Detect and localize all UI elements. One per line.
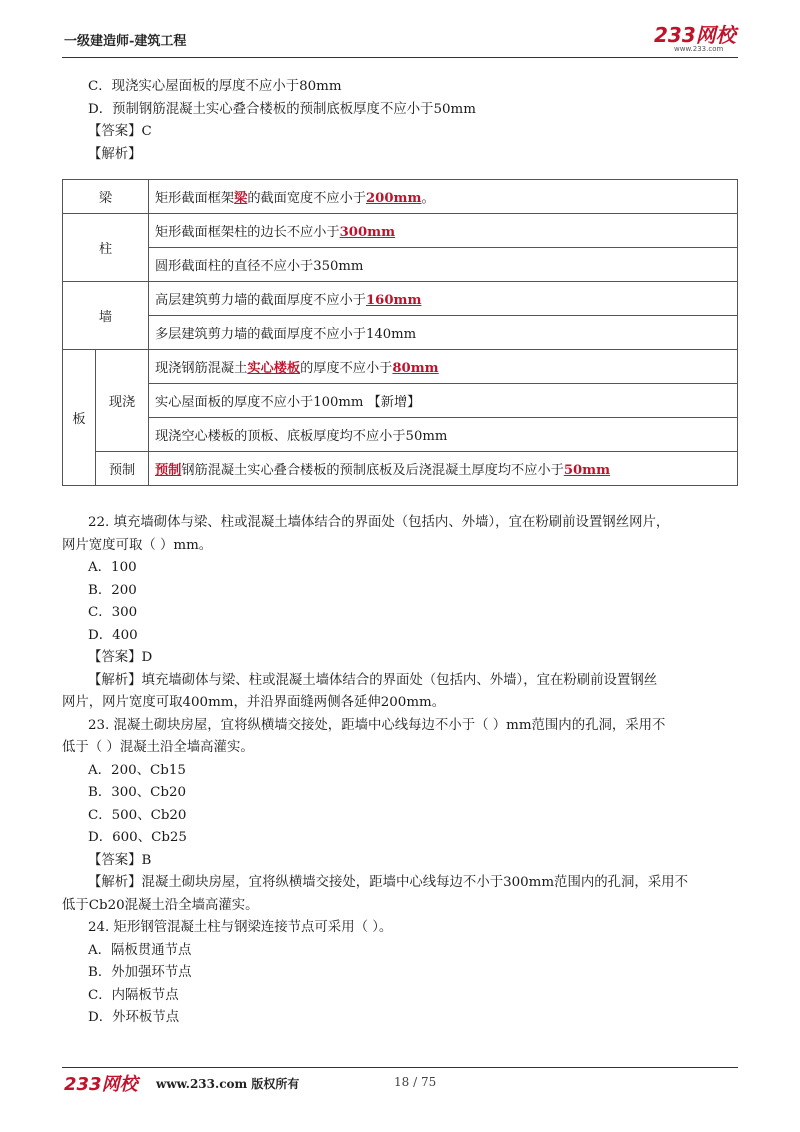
column-spec-2: 圆形截面柱的直径不应小于350mm — [149, 248, 738, 282]
footer-logo — [64, 1071, 146, 1095]
q21-analysis-label: 【解析】 — [88, 146, 142, 162]
wall-spec-2: 多层建筑剪力墙的截面厚度不应小于140mm — [149, 316, 738, 350]
q21-option-c: C．现浇实心屋面板的厚度不应小于80mm — [88, 79, 342, 94]
cast-spec-1-hl2: 80mm — [392, 361, 439, 376]
cast-label: 现浇 — [96, 350, 149, 452]
q23-analysis-line2: 低于Cb20混凝土沿全墙高灌实。 — [62, 897, 259, 913]
cast-spec-3: 现浇空心楼板的顶板、底板厚度均不应小于50mm — [149, 418, 738, 452]
q21-option-d: D．预制钢筋混凝土实心叠合楼板的预制底板厚度不应小于50mm — [88, 101, 476, 117]
q22-answer: 【答案】D — [88, 650, 153, 665]
precast-spec-mid: 钢筋混凝土实心叠合楼板的预制底板及后浇混凝土厚度均不应小于 — [181, 463, 564, 478]
q23-stem-line2: 低于（ ）混凝土沿全墙高灌实。 — [62, 740, 254, 755]
q24-stem: 24. 矩形钢管混凝土柱与钢梁连接节点可采用（ ）。 — [88, 920, 393, 935]
q21-answer: 【答案】C — [88, 124, 152, 139]
q23-option-a: A．200、Cb15 — [88, 762, 186, 778]
cast-spec-2: 实心屋面板的厚度不应小于100mm 【新增】 — [149, 384, 738, 418]
footer-divider — [62, 1067, 738, 1068]
footer-site[interactable]: www.233.com 版权所有 — [156, 1077, 300, 1091]
header-title: 一级建造师-建筑工程 — [64, 34, 187, 49]
table-row-slab-1 — [63, 350, 738, 384]
table-row-column-2 — [63, 248, 738, 282]
q23-answer: 【答案】B — [88, 852, 152, 868]
q24-option-d: D．外环板节点 — [88, 1010, 180, 1025]
q24-option-c: C．内隔板节点 — [88, 987, 179, 1003]
column-label: 柱 — [63, 214, 149, 282]
precast-label: 预制 — [96, 452, 149, 486]
slab-label: 板 — [63, 350, 96, 486]
q24-option-a: A．隔板贯通节点 — [88, 942, 192, 958]
logo-url: www.233.com — [674, 45, 724, 53]
beam-label: 梁 — [63, 180, 149, 214]
page-number: 18 / 75 — [394, 1075, 437, 1089]
table-row-wall-1 — [63, 282, 738, 316]
precast-spec-hl1: 预制 — [155, 463, 182, 478]
cast-spec-1 — [149, 350, 738, 384]
q22-analysis-line1: 【解析】填充墙砌体与梁、柱或混凝土墙体结合的界面处（包括内、外墙），宜在粉刷前设置钢丝 — [88, 672, 658, 688]
beam-spec-post: 。 — [421, 191, 435, 206]
cast-spec-1-mid: 的厚度不应小于 — [300, 361, 393, 376]
beam-spec-hl1: 梁 — [234, 191, 248, 206]
beam-spec — [149, 180, 738, 214]
q22-stem-line2: 网片宽度可取（ ）mm。 — [62, 537, 213, 553]
footer-logo-text: 233网校 — [64, 1074, 138, 1095]
q23-analysis-line1: 【解析】混凝土砌块房屋，宜将纵横墙交接处，距墙中心线每边不小于300mm范围内的孔洞，采用不 — [88, 875, 688, 890]
column-spec-1 — [149, 214, 738, 248]
q23-stem-line1: 23. 混凝土砌块房屋，宜将纵横墙交接处，距墙中心线每边不小于（ ）mm范围内的孔洞，采用不 — [88, 717, 666, 733]
wall-spec-1 — [149, 282, 738, 316]
table-row-column-1 — [63, 214, 738, 248]
table-row-wall-2 — [63, 316, 738, 350]
table-row-slab-4 — [63, 452, 738, 486]
column-spec-1-pre: 矩形截面框架柱的边长不应小于 — [155, 225, 340, 240]
wall-spec-1-pre: 高层建筑剪力墙的截面厚度不应小于 — [155, 293, 366, 308]
column-spec-1-hl: 300mm — [339, 225, 396, 240]
precast-spec — [149, 452, 738, 486]
beam-spec-mid: 的截面宽度不应小于 — [247, 191, 366, 206]
q24-option-b: B．外加强环节点 — [88, 965, 192, 980]
header-divider — [62, 57, 738, 58]
q23-option-d: D．600、Cb25 — [88, 830, 187, 845]
questions-block — [62, 512, 738, 1030]
q22-option-d: D．400 — [88, 627, 138, 643]
wall-label: 墙 — [63, 282, 149, 350]
beam-spec-hl2: 200mm — [366, 191, 422, 206]
logo-text: 233网校 — [654, 23, 736, 47]
brand-logo — [652, 20, 742, 54]
precast-spec-hl2: 50mm — [563, 463, 611, 478]
table-row-beam — [63, 180, 738, 214]
page-content — [88, 76, 738, 166]
q23-option-b: B．300、Cb20 — [88, 785, 187, 800]
spec-table — [62, 179, 738, 486]
cast-spec-1-hl1: 实心楼板 — [247, 361, 301, 376]
table-row-slab-3 — [63, 418, 738, 452]
cast-spec-1-pre: 现浇钢筋混凝土 — [155, 361, 248, 376]
q22-option-b: B．200 — [88, 582, 137, 598]
q22-option-a: A．100 — [88, 560, 137, 575]
q22-analysis-line2: 网片，网片宽度可取400mm，并沿界面缝两侧各延伸200mm。 — [62, 695, 446, 710]
q22-stem-line1: 22. 填充墙砌体与梁、柱或混凝土墙体结合的界面处（包括内、外墙），宜在粉刷前设置钢丝网片， — [88, 515, 670, 530]
table-row-slab-2 — [63, 384, 738, 418]
beam-spec-pre: 矩形截面框架 — [155, 191, 235, 206]
q23-option-c: C．500、Cb20 — [88, 807, 187, 823]
wall-spec-1-hl: 160mm — [366, 293, 422, 308]
q22-option-c: C．300 — [88, 605, 138, 620]
